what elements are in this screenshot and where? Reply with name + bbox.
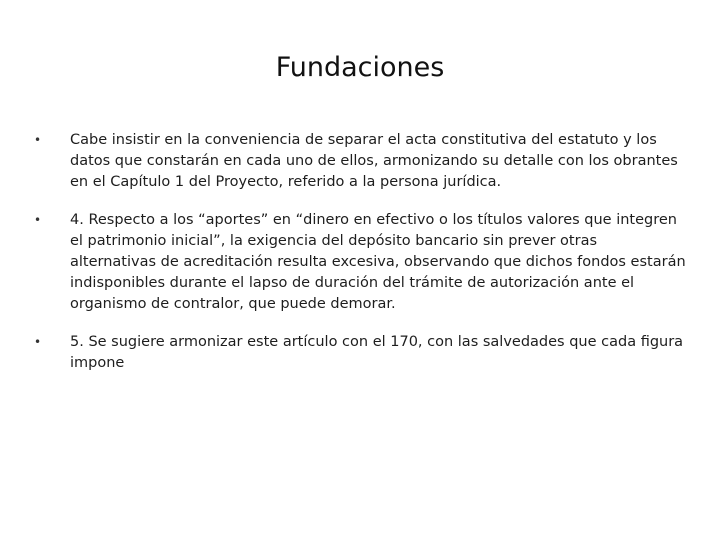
bullet-item — [36, 210, 686, 315]
bullet-item — [36, 332, 686, 374]
bullet-text: 4. Respecto a los “aportes” en “dinero en efectivo o los títulos valores que integren el patrimonio inicial”, la exigencia del depósito bancario sin prever otras alternativas de acreditación resulta excesiva, observando que dichos fondos estarán indisponibles durante el lapso de duración del trámite de autorización ante el organismo de contralor, que puede demorar. — [70, 212, 686, 312]
bullet-icon: • — [34, 335, 42, 349]
bullet-list — [36, 130, 686, 374]
bullet-text: Cabe insistir en la conveniencia de separar el acta constitutiva del estatuto y los datos que constarán en cada uno de ellos, armonizando su detalle con los obrantes en el Capítulo 1 del Proyecto, referido a la persona jurídica. — [70, 132, 678, 190]
slide-title: Fundaciones — [275, 52, 445, 83]
bullet-icon: • — [34, 133, 42, 147]
bullet-text: 5. Se sugiere armonizar este artículo con el 170, con las salvedades que cada figura impone — [70, 334, 684, 371]
bullet-icon: • — [34, 213, 42, 227]
bullet-item — [36, 130, 686, 193]
